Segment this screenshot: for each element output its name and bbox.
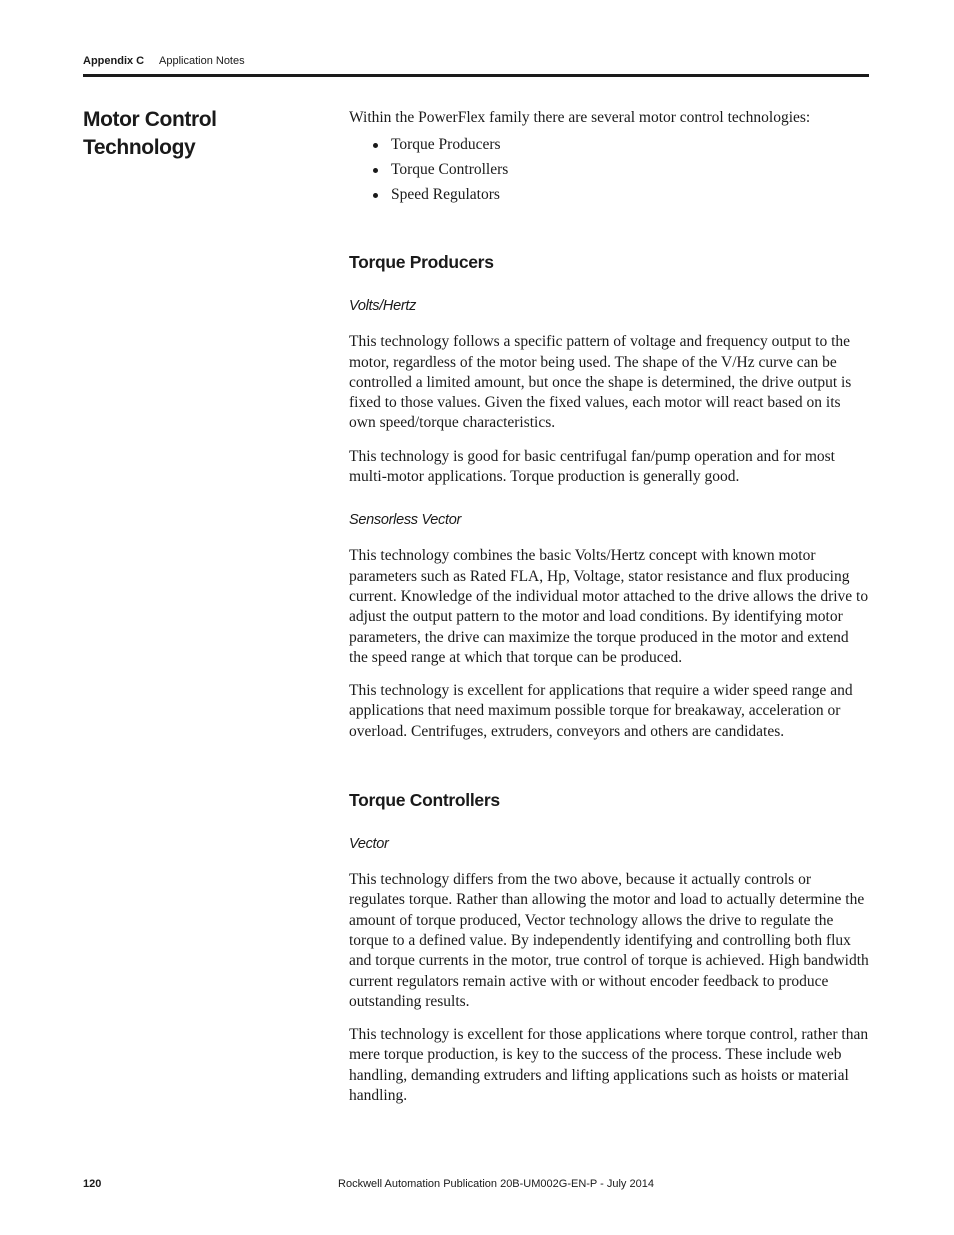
page-title: Motor Control Technology	[83, 108, 217, 159]
publication-label: Rockwell Automation Publication 20B-UM002G-EN-P - July 2014	[338, 1178, 654, 1190]
appendix-label: Appendix C	[83, 55, 145, 67]
volts-hertz-heading: Volts/Hertz	[349, 298, 417, 315]
sensorless-vector-paragraph-2: This technology is excellent for applications that require a wider speed range and applications that need maximum possible torque for breakaway, acceleration or overload. Centrifuges, extruders, conveyors and others are candidates.	[349, 682, 853, 740]
vector-paragraph-1: This technology differs from the two above, because it actually controls or regulates torque. Rather than allowing the motor and load to actually determine the amount of torque produced, Vector technology allows the drive to regulate the torque to a defined value. By independently identifying and controlling both flux and torque currents in the motor, true control of torque is achieved. High bandwidth current regulators remain active with or without encoder feedback to produce outstanding results.	[349, 871, 869, 1010]
main-content	[349, 108, 869, 1119]
bullet-icon	[373, 143, 378, 148]
list-item-label: Torque Producers	[391, 136, 501, 154]
torque-controllers-heading: Torque Controllers	[349, 790, 500, 811]
list-item	[371, 182, 869, 207]
bullet-icon	[373, 168, 378, 173]
header-divider	[83, 74, 869, 77]
list-item-label: Speed Regulators	[391, 186, 500, 204]
technology-list	[349, 132, 869, 207]
publication-footer	[0, 1176, 954, 1192]
vector-paragraph-2: This technology is excellent for those applications where torque control, rather than mere torque production, is key to the success of the process. These include web handling, demanding extruders and lifting applications such as hoists or material handling.	[349, 1026, 869, 1105]
list-item-label: Torque Controllers	[391, 161, 509, 179]
intro-paragraph: Within the PowerFlex family there are several motor control technologies:	[349, 109, 811, 126]
list-item	[371, 157, 869, 182]
sensorless-vector-heading: Sensorless Vector	[349, 512, 462, 529]
page-number: 120	[83, 1178, 102, 1190]
sensorless-vector-paragraph-1: This technology combines the basic Volts/Hertz concept with known motor parameters such as Rated FLA, Hp, Voltage, stator resistance and flux producing current. Knowledge of the individual motor attached to the drive allows the drive to adjust the output pattern to the motor and load conditions. By identifying motor parameters, the drive can maximize the torque produced in the motor and extend the speed range at which that torque can be produced.	[349, 547, 869, 666]
volts-hertz-paragraph-1: This technology follows a specific pattern of voltage and frequency output to the motor, regardless of the motor being used. The shape of the V/Hz curve can be controlled a limited amount, but once the shape is determined, the drive output is fixed to those values. Given the fixed values, each motor will react based on its own speed/torque characteristics.	[349, 333, 852, 432]
torque-producers-heading: Torque Producers	[349, 252, 494, 273]
page-header	[83, 53, 868, 69]
bullet-icon	[373, 193, 378, 198]
vector-heading: Vector	[349, 836, 389, 853]
section-label: Application Notes	[159, 55, 245, 67]
volts-hertz-paragraph-2: This technology is good for basic centrifugal fan/pump operation and for most multi-motor applications. Torque production is generally good.	[349, 447, 835, 486]
list-item	[371, 132, 869, 157]
